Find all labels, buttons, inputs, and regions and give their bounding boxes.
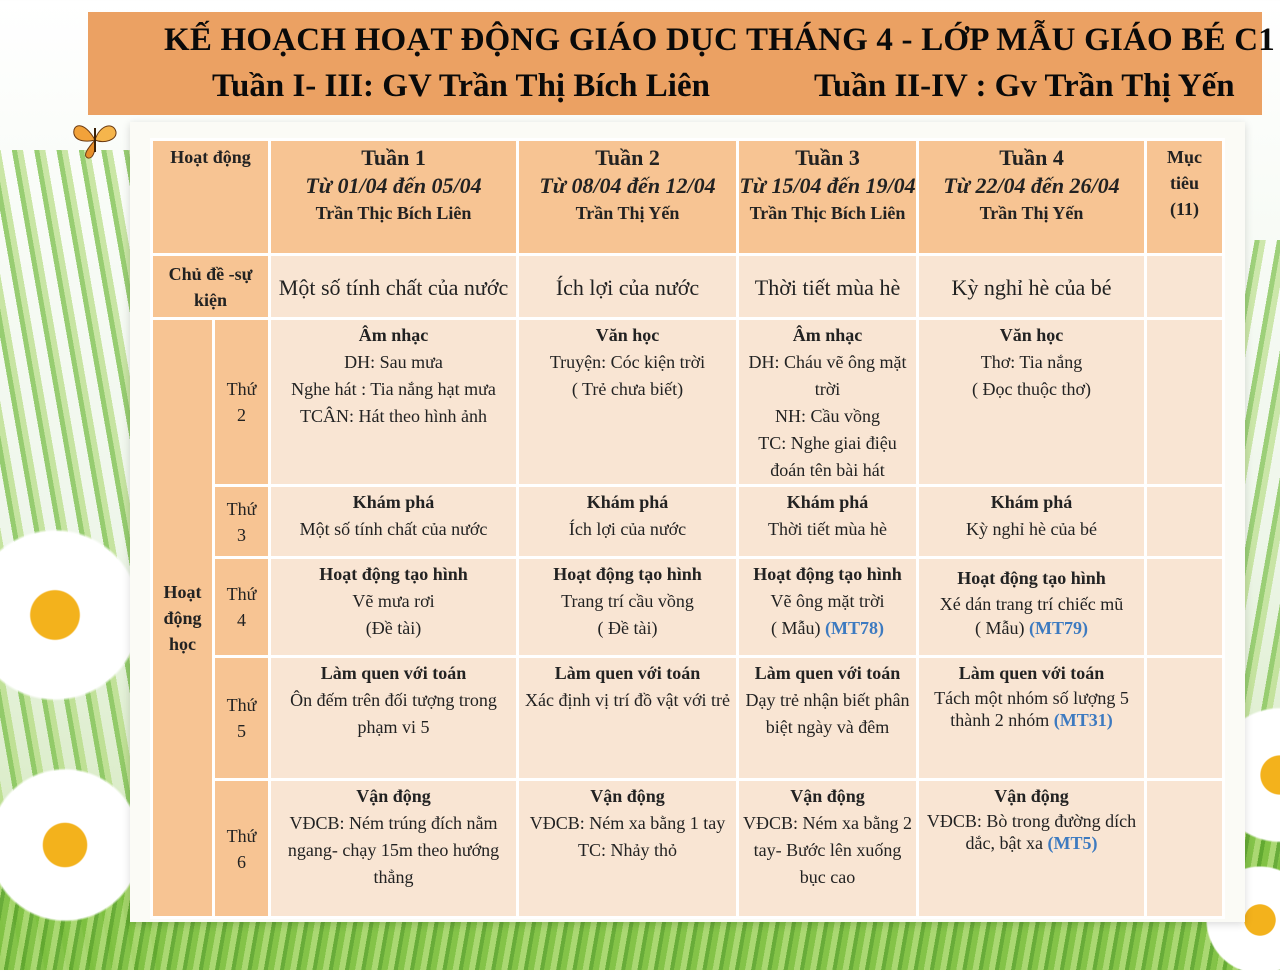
activity-title: Làm quen với toán	[554, 663, 701, 683]
day-label	[214, 558, 270, 657]
topic-cell: Một số tính chất của nước	[270, 255, 518, 319]
activity-line-text: ( Mẫu)	[975, 618, 1025, 638]
activity-line: ( Trẻ chưa biết)	[571, 379, 684, 399]
learning-activity-label	[152, 319, 214, 918]
topic-label: Chủ đề -sự kiện	[152, 255, 270, 319]
title-banner	[88, 12, 1275, 115]
activity-line-text: Tách một nhóm số lượng 5 thành 2 nhóm	[934, 688, 1129, 730]
activity-title: Vận động	[590, 786, 665, 806]
week-header	[270, 140, 518, 255]
activity-cell	[518, 319, 738, 486]
activity-cell	[918, 780, 1146, 918]
day-row	[152, 319, 1224, 486]
activity-title: Khám phá	[586, 492, 669, 512]
week-dates: Từ 15/04 đến 19/04	[739, 173, 916, 198]
activity-line: TCÂN: Hát theo hình ảnh	[300, 406, 487, 426]
activity-title: Văn học	[595, 325, 660, 345]
goal-cell	[1146, 657, 1224, 780]
activity-line	[739, 615, 916, 642]
activity-column-header: Hoạt động	[152, 140, 270, 255]
goal-header-line: tiêu	[1170, 173, 1199, 193]
activity-cell	[918, 657, 1146, 780]
activity-line: Vẽ ông mặt trời	[770, 591, 885, 611]
week-name: Tuần 3	[795, 145, 860, 170]
activity-title: Vận động	[994, 786, 1069, 806]
activity-cell	[270, 780, 518, 918]
activity-title: Khám phá	[786, 492, 869, 512]
week-teacher: Trần Thịc Bích Liên	[315, 203, 472, 223]
activity-line	[919, 810, 1144, 854]
activity-cell	[270, 486, 518, 558]
activity-line: Truyện: Cóc kiện trời	[549, 352, 706, 372]
plan-table	[150, 138, 1225, 919]
activity-line: Vẽ mưa rơi	[352, 591, 435, 611]
week-dates: Từ 22/04 đến 26/04	[943, 173, 1120, 198]
activity-line: Ích lợi của nước	[568, 519, 687, 539]
activity-line: TC: Nhảy thỏ	[578, 840, 677, 860]
goal-cell	[1146, 319, 1224, 486]
activity-cell	[918, 319, 1146, 486]
activity-title: Âm nhạc	[792, 325, 863, 345]
day-label	[214, 319, 270, 486]
topic-row	[152, 255, 1224, 319]
day-label-text: Thứ 6	[226, 825, 257, 872]
activity-title: Vận động	[790, 786, 865, 806]
activity-cell	[518, 558, 738, 657]
activity-line: NH: Cầu vồng	[775, 406, 880, 426]
activity-line: Trang trí cầu vồng	[561, 591, 694, 611]
goal-cell	[1146, 780, 1224, 918]
week-header	[738, 140, 918, 255]
activity-title: Khám phá	[352, 492, 435, 512]
activity-cell	[518, 486, 738, 558]
activity-line: Kỳ nghỉ hè của bé	[966, 519, 1097, 539]
teacher-weeks-1-3: Tuần I- III: GV Trần Thị Bích Liên	[212, 68, 710, 104]
day-label-text: Thứ 5	[226, 695, 257, 741]
activity-line: DH: Cháu vẽ ông mặt trời	[748, 352, 907, 399]
week-name: Tuần 4	[999, 145, 1064, 170]
goal-tag: (MT78)	[825, 618, 884, 638]
header-row	[152, 140, 1224, 255]
day-label-text: Thứ 2	[226, 379, 257, 425]
activity-title: Hoạt động tạo hình	[553, 564, 702, 584]
goal-cell	[1146, 558, 1224, 657]
activity-line: Xác định vị trí đồ vật với trẻ	[525, 690, 730, 710]
day-row	[152, 780, 1224, 918]
activity-line: ( Đọc thuộc thơ)	[972, 379, 1091, 399]
goal-tag: (MT31)	[1053, 710, 1113, 730]
activity-cell	[738, 657, 918, 780]
teacher-weeks-2-4: Tuần II-IV : Gv Trần Thị Yến	[814, 68, 1235, 104]
activity-line: Ôn đếm trên đối tượng trong phạm vi 5	[290, 690, 497, 737]
activity-line: Nghe hát : Tia nắng hạt mưa	[291, 379, 496, 399]
goal-tag: (MT79)	[1029, 618, 1088, 638]
page-title: KẾ HOẠCH HOẠT ĐỘNG GIÁO DỤC THÁNG 4 - LỚP MẪU GIÁO BÉ C1	[164, 22, 1275, 58]
goal-header-line: Mục	[1167, 147, 1202, 167]
week-teacher: Trần Thịc Bích Liên	[749, 203, 906, 223]
goal-column-header	[1146, 140, 1224, 255]
topic-cell: Ích lợi của nước	[518, 255, 738, 319]
topic-cell: Kỳ nghỉ hè của bé	[918, 255, 1146, 319]
day-row	[152, 558, 1224, 657]
week-teacher: Trần Thị Yến	[979, 203, 1084, 223]
activity-cell	[918, 558, 1146, 657]
week-teacher: Trần Thị Yến	[575, 203, 680, 223]
activity-cell	[738, 780, 918, 918]
activity-line: Xé dán trang trí chiếc mũ	[939, 594, 1124, 614]
day-label	[214, 486, 270, 558]
week-header	[918, 140, 1146, 255]
activity-title: Âm nhạc	[358, 325, 429, 345]
day-row	[152, 657, 1224, 780]
activity-title: Làm quen với toán	[320, 663, 467, 683]
activity-title: Hoạt động tạo hình	[319, 564, 468, 584]
goal-header-line: (11)	[1170, 199, 1199, 219]
activity-line: ( Đề tài)	[597, 618, 658, 638]
activity-line: VĐCB: Ném xa bằng 1 tay	[529, 813, 726, 833]
goal-cell	[1146, 486, 1224, 558]
group-label-text: Hoạt động học	[163, 582, 202, 654]
week-dates: Từ 08/04 đến 12/04	[539, 173, 716, 198]
goal-tag: (MT5)	[1047, 833, 1098, 853]
activity-title: Khám phá	[990, 492, 1073, 512]
activity-cell	[270, 657, 518, 780]
activity-line: TC: Nghe giai điệu đoán tên bài hát	[758, 433, 897, 480]
activity-title: Văn học	[999, 325, 1064, 345]
activity-title: Hoạt động tạo hình	[957, 568, 1106, 588]
activity-line: Một số tính chất của nước	[299, 519, 488, 539]
activity-cell	[270, 319, 518, 486]
activity-line: Thời tiết mùa hè	[768, 519, 887, 539]
activity-title: Vận động	[356, 786, 431, 806]
activity-title: Hoạt động tạo hình	[753, 564, 902, 584]
day-row	[152, 486, 1224, 558]
week-name: Tuần 1	[361, 145, 426, 170]
activity-cell	[518, 657, 738, 780]
day-label	[214, 657, 270, 780]
activity-title: Làm quen với toán	[754, 663, 901, 683]
day-label-text: Thứ 4	[226, 584, 257, 630]
topic-cell: Thời tiết mùa hè	[738, 255, 918, 319]
day-label-text: Thứ 3	[226, 498, 257, 545]
goal-cell	[1146, 255, 1224, 319]
activity-cell	[918, 486, 1146, 558]
activity-cell	[518, 780, 738, 918]
activity-line-text: VĐCB: Bò trong đường dích dắc, bật xa	[926, 811, 1137, 853]
week-dates: Từ 01/04 đến 05/04	[305, 173, 482, 198]
day-label	[214, 780, 270, 918]
week-name: Tuần 2	[595, 145, 660, 170]
activity-line: DH: Sau mưa	[344, 352, 443, 372]
activity-title: Làm quen với toán	[958, 663, 1105, 683]
activity-cell	[738, 558, 918, 657]
activity-cell	[270, 558, 518, 657]
activity-line: Thơ: Tia nắng	[980, 352, 1083, 372]
butterfly-icon	[70, 118, 120, 160]
activity-line: (Đề tài)	[365, 618, 422, 638]
activity-line	[919, 687, 1144, 731]
week-header	[518, 140, 738, 255]
activity-line: Dạy trẻ nhận biết phân biệt ngày và đêm	[745, 690, 910, 737]
activity-cell	[738, 319, 918, 486]
activity-line-text: ( Mẫu)	[771, 618, 821, 638]
activity-line: VĐCB: Ném xa bằng 2 tay- Bước lên xuống bục cao	[743, 813, 912, 887]
activity-line: VĐCB: Ném trúng đích nằm ngang- chạy 15m theo hướng thẳng	[287, 813, 500, 887]
activity-line	[919, 616, 1144, 640]
activity-cell	[738, 486, 918, 558]
